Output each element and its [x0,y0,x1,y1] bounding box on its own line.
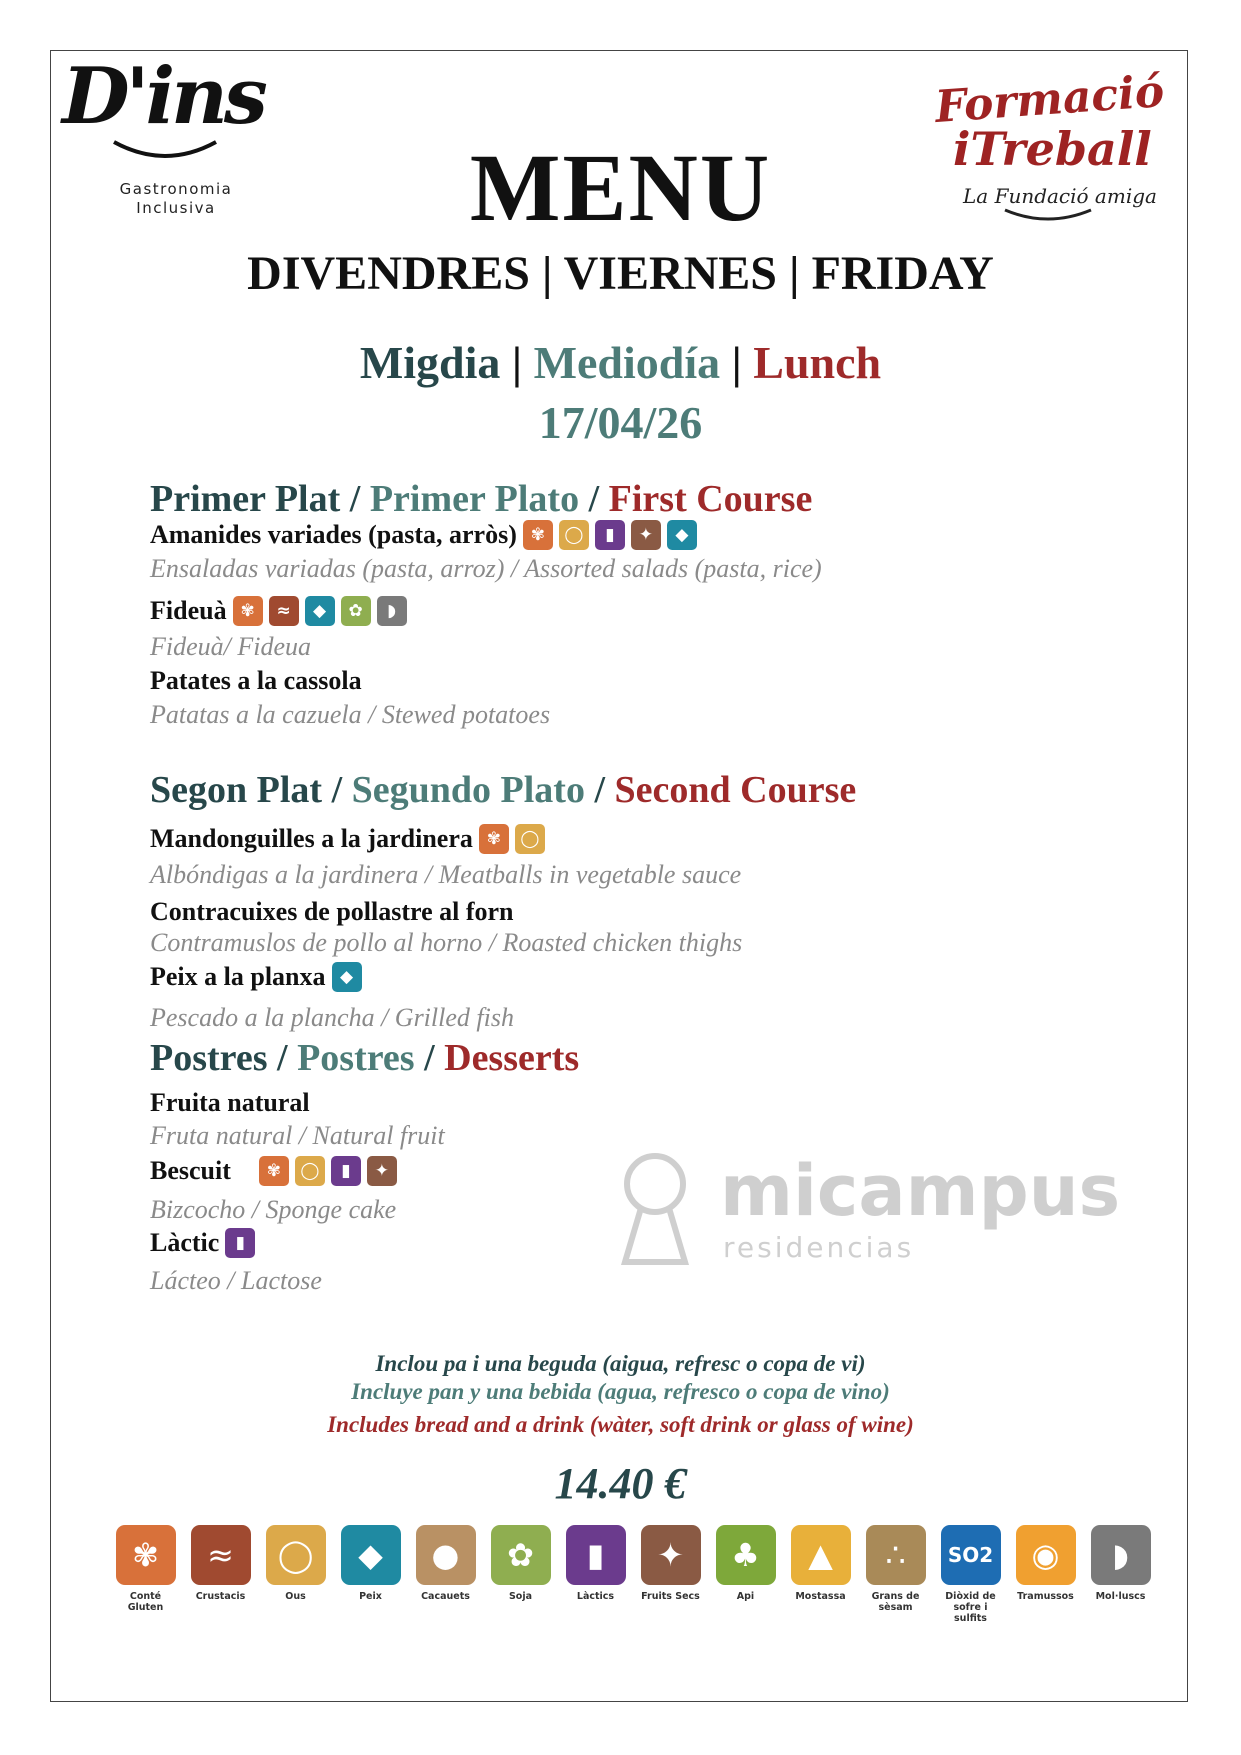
nuts-icon: ✦ [641,1525,701,1585]
page-title: MENU [469,134,772,241]
dish-allergens [332,962,362,992]
dish-amanides [150,520,697,550]
section-slash: / [322,769,352,811]
legend-item [558,1525,633,1624]
dish-name: Patates a la cassola [150,666,362,695]
dish-translation: Pescado a la plancha / Grilled fish [150,1003,514,1032]
dins-sub2: Inclusiva [136,199,216,217]
gluten-icon: ✾ [233,596,263,626]
dish-allergens [225,1228,255,1258]
soy-icon: ✿ [341,596,371,626]
nuts-icon: ✦ [631,520,661,550]
meal-en: Lunch [753,337,882,388]
milk-icon: ▮ [225,1228,255,1258]
fish-icon: ◆ [305,596,335,626]
soy-icon: ✿ [491,1525,551,1585]
legend-item [858,1525,933,1624]
milk-icon: ▮ [595,520,625,550]
sesame-icon: ∴ [866,1525,926,1585]
dish-name: Fruita natural [150,1088,310,1117]
mollusc-icon: ◗ [377,596,407,626]
days-heading: DIVENDRES | VIERNES | FRIDAY [247,247,994,300]
dish-name: Làctic [150,1228,220,1257]
legend-item [633,1525,708,1624]
section-es: Postres [297,1037,415,1079]
crustacean-icon: ≈ [191,1525,251,1585]
legend-label: Grans de sèsam [871,1591,920,1613]
dish-peix [150,962,362,992]
dish-bescuit [150,1156,397,1186]
legend-label: Ous [285,1591,306,1602]
watermark-brand: micampus [720,1150,1121,1232]
ft-tagline: La Fundació amiga [963,184,1157,208]
dins-sub1: Gastronomia [119,180,233,198]
gluten-icon: ✾ [523,520,553,550]
legend-item [333,1525,408,1624]
peanut-icon: ● [416,1525,476,1585]
dish-contracuixes [150,899,514,925]
note-cat: Inclou pa i una beguda (aigua, refresc o copa de vi) [375,1351,866,1376]
mollusc-icon: ◗ [1091,1525,1151,1585]
dish-translation: Lácteo / Lactose [150,1266,322,1295]
dish-translation: Patatas a la cazuela / Stewed potatoes [150,700,551,729]
legend-item [1083,1525,1158,1624]
egg-icon: ◯ [266,1525,326,1585]
dish-allergens [479,824,545,854]
dish-name: Amanides variades (pasta, arròs) [150,520,517,549]
legend-label: Diòxid de sofre i sulfits [945,1591,996,1624]
legend-label: Peix [359,1591,382,1602]
dish-mandonguilles [150,824,545,854]
legend-item [708,1525,783,1624]
dish-name: Mandonguilles a la jardinera [150,824,473,853]
dish-translation: Fideuà/ Fideua [150,632,312,661]
legend-item [933,1525,1008,1624]
section-first-course [150,480,812,518]
mustard-icon: ▲ [791,1525,851,1585]
section-en: Desserts [444,1037,580,1079]
legend-label: Tramussos [1017,1591,1074,1602]
legend-item [108,1525,183,1624]
meal-es: Mediodía [533,337,721,388]
dish-translation: Fruta natural / Natural fruit [150,1121,445,1150]
section-second-course [150,771,856,809]
egg-icon: ◯ [515,824,545,854]
dish-allergens [233,596,407,626]
section-en: First Course [608,478,813,520]
milk-icon: ▮ [566,1525,626,1585]
section-slash: / [414,1037,445,1079]
dish-translation: Contramuslos de pollo al horno / Roasted chicken thighs [150,928,743,957]
legend-item [183,1525,258,1624]
keyhole-icon [615,1150,695,1270]
gluten-icon: ✾ [479,824,509,854]
egg-icon: ◯ [559,520,589,550]
menu-price: 14.40 € [554,1459,687,1508]
section-cat: Primer Plat [150,478,341,520]
section-es: Primer Plato [369,478,580,520]
gluten-icon: ✾ [259,1156,289,1186]
crustacean-icon: ≈ [269,596,299,626]
section-slash: / [584,769,615,811]
legend-label: Mol·luscs [1095,1591,1146,1602]
allergen-legend [108,1525,1158,1624]
dish-translation: Ensaladas variadas (pasta, arroz) / Assorted salads (pasta, rice) [150,554,822,583]
meal-sep: | [500,337,534,388]
nuts-icon: ✦ [367,1156,397,1186]
dish-patates [150,668,362,694]
legend-label: Fruits Secs [641,1591,700,1602]
celery-icon: ♣ [716,1525,776,1585]
legend-label: Cacauets [421,1591,470,1602]
dish-name: Fideuà [150,596,227,625]
legend-item [408,1525,483,1624]
legend-label: Api [736,1591,755,1602]
legend-label: Soja [508,1591,533,1602]
legend-label: Mostassa [795,1591,846,1602]
dish-name: Contracuixes de pollastre al forn [150,897,514,926]
section-cat: Postres [150,1037,268,1079]
dish-translation: Bizcocho / Sponge cake [150,1195,397,1224]
egg-icon: ◯ [295,1156,325,1186]
section-slash: / [267,1037,298,1079]
meal-sep: | [720,337,754,388]
dish-translation: Albóndigas a la jardinera / Meatballs in vegetable sauce [150,860,742,889]
note-en: Includes bread and a drink (wàter, soft drink or glass of wine) [327,1412,914,1437]
legend-item [1008,1525,1083,1624]
section-slash: / [579,478,609,520]
dish-allergens [259,1156,397,1186]
ft-line2: iTreball [953,122,1152,176]
ft-line1: Formació [933,66,1166,133]
dish-name: Bescuit [150,1156,231,1185]
section-cat: Segon Plat [150,769,323,811]
fish-icon: ◆ [332,962,362,992]
milk-icon: ▮ [331,1156,361,1186]
fish-icon: ◆ [667,520,697,550]
section-desserts [150,1039,579,1077]
meal-cat: Migdia [359,337,501,388]
dish-fruita [150,1090,310,1116]
dish-fideua [150,596,407,626]
section-slash: / [340,478,370,520]
legend-item [783,1525,858,1624]
note-es: Incluye pan y una bebida (agua, refresco o copa de vino) [351,1379,890,1404]
legend-item [258,1525,333,1624]
watermark-sub: residencias [723,1231,915,1264]
dish-name: Peix a la planxa [150,962,326,991]
dins-logo-word: D'ins [62,51,264,142]
lupin-icon: ◉ [1016,1525,1076,1585]
legend-item [483,1525,558,1624]
meal-heading [0,337,1241,388]
dish-lactic [150,1228,255,1258]
section-es: Segundo Plato [351,769,585,811]
micampus-watermark [615,1150,1121,1270]
legend-label: Crustacis [195,1591,246,1602]
fish-icon: ◆ [341,1525,401,1585]
gluten-icon: ✾ [116,1525,176,1585]
menu-date: 17/04/26 [538,397,703,448]
legend-label: Làctics [576,1591,615,1602]
sulphite-icon: SO2 [941,1525,1001,1585]
section-en: Second Course [614,769,857,811]
legend-label: Conté Gluten [127,1591,164,1613]
dish-allergens [523,520,697,550]
